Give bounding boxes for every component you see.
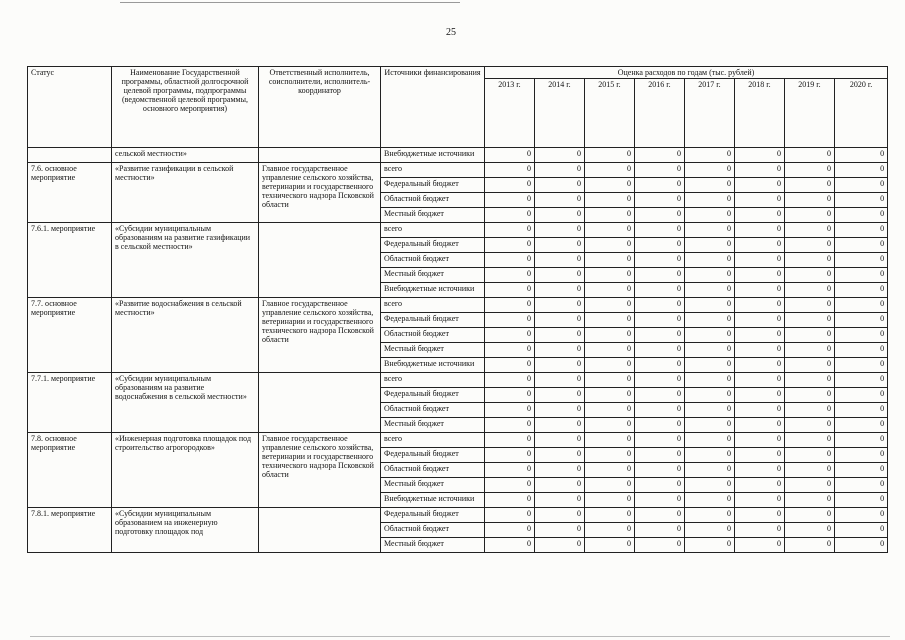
page-number: 25 [446, 27, 456, 38]
value-cell: 0 [835, 193, 888, 208]
value-cell: 0 [635, 358, 685, 373]
value-cell: 0 [585, 358, 635, 373]
value-cell: 0 [585, 148, 635, 163]
value-cell: 0 [535, 463, 585, 478]
source-cell: всего [381, 373, 485, 388]
value-cell: 0 [685, 223, 735, 238]
value-cell: 0 [635, 478, 685, 493]
value-cell: 0 [485, 403, 535, 418]
value-cell: 0 [635, 538, 685, 553]
table-row [28, 163, 888, 178]
value-cell: 0 [585, 193, 635, 208]
table-row [28, 433, 888, 448]
header-name: Наименование Государственной программы, областной долгосрочной целевой программы, подпрограммы (ведомственной целевой программы, основного мероприятия) [112, 67, 259, 148]
value-cell: 0 [535, 373, 585, 388]
value-cell: 0 [535, 298, 585, 313]
value-cell: 0 [585, 163, 635, 178]
value-cell: 0 [485, 493, 535, 508]
value-cell: 0 [835, 163, 888, 178]
source-cell: Федеральный бюджет [381, 508, 485, 523]
value-cell: 0 [835, 208, 888, 223]
value-cell: 0 [485, 193, 535, 208]
value-cell: 0 [835, 358, 888, 373]
value-cell: 0 [685, 358, 735, 373]
value-cell: 0 [585, 418, 635, 433]
value-cell: 0 [635, 268, 685, 283]
value-cell: 0 [635, 373, 685, 388]
value-cell: 0 [635, 238, 685, 253]
value-cell: 0 [835, 328, 888, 343]
value-cell: 0 [535, 148, 585, 163]
source-cell: Внебюджетные источники [381, 148, 485, 163]
value-cell: 0 [635, 208, 685, 223]
value-cell: 0 [485, 478, 535, 493]
value-cell: 0 [485, 253, 535, 268]
source-cell: Федеральный бюджет [381, 313, 485, 328]
value-cell: 0 [785, 208, 835, 223]
value-cell: 0 [735, 418, 785, 433]
value-cell: 0 [685, 523, 735, 538]
value-cell: 0 [685, 418, 735, 433]
value-cell: 0 [585, 388, 635, 403]
value-cell: 0 [685, 298, 735, 313]
table-header [28, 67, 888, 148]
value-cell: 0 [785, 313, 835, 328]
source-cell: Федеральный бюджет [381, 178, 485, 193]
value-cell: 0 [585, 328, 635, 343]
header-year: 2020 г. [835, 79, 888, 148]
value-cell: 0 [835, 223, 888, 238]
value-cell: 0 [735, 433, 785, 448]
header-year: 2016 г. [635, 79, 685, 148]
value-cell: 0 [835, 463, 888, 478]
value-cell: 0 [685, 388, 735, 403]
value-cell: 0 [635, 463, 685, 478]
header-year: 2018 г. [735, 79, 785, 148]
value-cell: 0 [585, 208, 635, 223]
value-cell: 0 [485, 538, 535, 553]
value-cell: 0 [835, 148, 888, 163]
value-cell: 0 [835, 373, 888, 388]
source-cell: Местный бюджет [381, 418, 485, 433]
name-cell: сельской местности» [112, 148, 259, 163]
value-cell: 0 [835, 538, 888, 553]
value-cell: 0 [835, 523, 888, 538]
value-cell: 0 [785, 463, 835, 478]
value-cell: 0 [785, 163, 835, 178]
value-cell: 0 [535, 388, 585, 403]
executor-cell [259, 508, 381, 553]
value-cell: 0 [735, 268, 785, 283]
value-cell: 0 [785, 418, 835, 433]
value-cell: 0 [485, 178, 535, 193]
value-cell: 0 [585, 373, 635, 388]
value-cell: 0 [485, 523, 535, 538]
status-cell: 7.6.1. мероприятие [28, 223, 112, 298]
value-cell: 0 [585, 493, 635, 508]
value-cell: 0 [685, 193, 735, 208]
scan-edge-line-bottom [30, 636, 890, 637]
value-cell: 0 [785, 388, 835, 403]
value-cell: 0 [735, 193, 785, 208]
value-cell: 0 [535, 343, 585, 358]
value-cell: 0 [535, 523, 585, 538]
value-cell: 0 [535, 208, 585, 223]
value-cell: 0 [785, 238, 835, 253]
executor-cell: Главное государственное управление сельского хозяйства, ветеринарии и государственного технического надзора Псковской области [259, 433, 381, 508]
header-source: Источники финансирования [381, 67, 485, 148]
value-cell: 0 [685, 478, 735, 493]
value-cell: 0 [485, 508, 535, 523]
value-cell: 0 [585, 448, 635, 463]
value-cell: 0 [685, 433, 735, 448]
source-cell: Внебюджетные источники [381, 358, 485, 373]
value-cell: 0 [835, 268, 888, 283]
executor-cell [259, 223, 381, 298]
value-cell: 0 [535, 508, 585, 523]
value-cell: 0 [585, 403, 635, 418]
header-year: 2019 г. [785, 79, 835, 148]
value-cell: 0 [735, 478, 785, 493]
name-cell: «Инженерная подготовка площадок под строительство агрогородков» [112, 433, 259, 508]
value-cell: 0 [485, 463, 535, 478]
value-cell: 0 [685, 373, 735, 388]
name-cell: «Субсидии муниципальным образованием на инженерную подготовку площадок под [112, 508, 259, 553]
value-cell: 0 [835, 178, 888, 193]
value-cell: 0 [635, 508, 685, 523]
value-cell: 0 [785, 538, 835, 553]
value-cell: 0 [635, 178, 685, 193]
source-cell: Местный бюджет [381, 538, 485, 553]
value-cell: 0 [485, 373, 535, 388]
value-cell: 0 [635, 388, 685, 403]
value-cell: 0 [685, 463, 735, 478]
value-cell: 0 [535, 403, 585, 418]
value-cell: 0 [585, 538, 635, 553]
value-cell: 0 [735, 148, 785, 163]
value-cell: 0 [485, 388, 535, 403]
value-cell: 0 [585, 343, 635, 358]
value-cell: 0 [685, 313, 735, 328]
table-body [28, 148, 888, 553]
value-cell: 0 [585, 523, 635, 538]
source-cell: всего [381, 163, 485, 178]
value-cell: 0 [735, 538, 785, 553]
value-cell: 0 [785, 343, 835, 358]
value-cell: 0 [785, 283, 835, 298]
value-cell: 0 [635, 193, 685, 208]
value-cell: 0 [735, 253, 785, 268]
source-cell: Областной бюджет [381, 193, 485, 208]
value-cell: 0 [585, 508, 635, 523]
source-cell: Федеральный бюджет [381, 448, 485, 463]
value-cell: 0 [685, 163, 735, 178]
value-cell: 0 [485, 418, 535, 433]
header-year: 2014 г. [535, 79, 585, 148]
table-row [28, 148, 888, 163]
value-cell: 0 [785, 403, 835, 418]
value-cell: 0 [835, 433, 888, 448]
executor-cell [259, 373, 381, 433]
value-cell: 0 [535, 328, 585, 343]
value-cell: 0 [735, 403, 785, 418]
value-cell: 0 [535, 253, 585, 268]
source-cell: Областной бюджет [381, 253, 485, 268]
value-cell: 0 [535, 448, 585, 463]
value-cell: 0 [735, 178, 785, 193]
budget-table [27, 66, 888, 553]
value-cell: 0 [635, 253, 685, 268]
value-cell: 0 [735, 448, 785, 463]
value-cell: 0 [635, 163, 685, 178]
status-cell: 7.6. основное мероприятие [28, 163, 112, 223]
header-budget-group: Оценка расходов по годам (тыс. рублей) [485, 67, 888, 79]
status-cell: 7.8.1. мероприятие [28, 508, 112, 553]
value-cell: 0 [835, 418, 888, 433]
source-cell: Местный бюджет [381, 268, 485, 283]
header-year: 2015 г. [585, 79, 635, 148]
value-cell: 0 [485, 148, 535, 163]
value-cell: 0 [735, 298, 785, 313]
header-year: 2017 г. [685, 79, 735, 148]
value-cell: 0 [485, 343, 535, 358]
value-cell: 0 [635, 313, 685, 328]
value-cell: 0 [735, 238, 785, 253]
value-cell: 0 [635, 433, 685, 448]
value-cell: 0 [685, 403, 735, 418]
header-executor: Ответственный исполнитель, соисполнители, исполнитель-координатор [259, 67, 381, 148]
value-cell: 0 [685, 208, 735, 223]
value-cell: 0 [785, 373, 835, 388]
value-cell: 0 [635, 493, 685, 508]
name-cell: «Развитие газификации в сельской местности» [112, 163, 259, 223]
value-cell: 0 [685, 148, 735, 163]
value-cell: 0 [835, 313, 888, 328]
value-cell: 0 [485, 163, 535, 178]
status-cell: 7.8. основное мероприятие [28, 433, 112, 508]
value-cell: 0 [485, 238, 535, 253]
value-cell: 0 [535, 538, 585, 553]
table-row [28, 298, 888, 313]
value-cell: 0 [735, 523, 785, 538]
value-cell: 0 [685, 328, 735, 343]
source-cell: Внебюджетные источники [381, 493, 485, 508]
value-cell: 0 [635, 223, 685, 238]
source-cell: всего [381, 223, 485, 238]
value-cell: 0 [685, 538, 735, 553]
value-cell: 0 [485, 328, 535, 343]
value-cell: 0 [735, 223, 785, 238]
value-cell: 0 [735, 328, 785, 343]
value-cell: 0 [585, 268, 635, 283]
status-cell: 7.7.1. мероприятие [28, 373, 112, 433]
value-cell: 0 [785, 478, 835, 493]
value-cell: 0 [585, 313, 635, 328]
value-cell: 0 [735, 463, 785, 478]
value-cell: 0 [585, 478, 635, 493]
value-cell: 0 [485, 223, 535, 238]
value-cell: 0 [735, 358, 785, 373]
source-cell: Областной бюджет [381, 328, 485, 343]
value-cell: 0 [635, 328, 685, 343]
value-cell: 0 [635, 298, 685, 313]
value-cell: 0 [735, 313, 785, 328]
value-cell: 0 [585, 223, 635, 238]
value-cell: 0 [635, 448, 685, 463]
value-cell: 0 [785, 148, 835, 163]
value-cell: 0 [835, 283, 888, 298]
value-cell: 0 [685, 178, 735, 193]
value-cell: 0 [835, 253, 888, 268]
source-cell: Местный бюджет [381, 343, 485, 358]
source-cell: Федеральный бюджет [381, 388, 485, 403]
source-cell: Внебюджетные источники [381, 283, 485, 298]
value-cell: 0 [535, 433, 585, 448]
value-cell: 0 [485, 283, 535, 298]
value-cell: 0 [485, 313, 535, 328]
value-cell: 0 [535, 238, 585, 253]
value-cell: 0 [785, 223, 835, 238]
scan-edge-line [120, 2, 460, 3]
value-cell: 0 [585, 178, 635, 193]
value-cell: 0 [635, 148, 685, 163]
name-cell: «Субсидии муниципальным образованиям на развитие водоснабжения в сельской местности» [112, 373, 259, 433]
value-cell: 0 [835, 343, 888, 358]
value-cell: 0 [785, 493, 835, 508]
source-cell: Местный бюджет [381, 208, 485, 223]
value-cell: 0 [535, 493, 585, 508]
header-year: 2013 г. [485, 79, 535, 148]
value-cell: 0 [635, 403, 685, 418]
value-cell: 0 [735, 493, 785, 508]
value-cell: 0 [685, 268, 735, 283]
value-cell: 0 [835, 388, 888, 403]
value-cell: 0 [535, 163, 585, 178]
source-cell: Федеральный бюджет [381, 238, 485, 253]
value-cell: 0 [835, 298, 888, 313]
value-cell: 0 [535, 283, 585, 298]
value-cell: 0 [785, 268, 835, 283]
value-cell: 0 [835, 403, 888, 418]
value-cell: 0 [535, 358, 585, 373]
value-cell: 0 [585, 463, 635, 478]
source-cell: всего [381, 433, 485, 448]
table-row [28, 508, 888, 523]
value-cell: 0 [485, 298, 535, 313]
value-cell: 0 [735, 343, 785, 358]
value-cell: 0 [485, 208, 535, 223]
value-cell: 0 [785, 508, 835, 523]
value-cell: 0 [485, 433, 535, 448]
value-cell: 0 [485, 268, 535, 283]
source-cell: Областной бюджет [381, 523, 485, 538]
executor-cell: Главное государственное управление сельского хозяйства, ветеринарии и государственного технического надзора Псковской области [259, 298, 381, 373]
value-cell: 0 [535, 178, 585, 193]
value-cell: 0 [835, 508, 888, 523]
value-cell: 0 [585, 283, 635, 298]
source-cell: Областной бюджет [381, 463, 485, 478]
value-cell: 0 [785, 193, 835, 208]
value-cell: 0 [535, 223, 585, 238]
value-cell: 0 [835, 493, 888, 508]
value-cell: 0 [835, 478, 888, 493]
header-status: Статус [28, 67, 112, 148]
value-cell: 0 [685, 238, 735, 253]
value-cell: 0 [485, 358, 535, 373]
name-cell: «Развитие водоснабжения в сельской местности» [112, 298, 259, 373]
value-cell: 0 [735, 283, 785, 298]
value-cell: 0 [535, 418, 585, 433]
value-cell: 0 [585, 253, 635, 268]
value-cell: 0 [735, 208, 785, 223]
table-row [28, 373, 888, 388]
value-cell: 0 [835, 238, 888, 253]
source-cell: всего [381, 298, 485, 313]
value-cell: 0 [685, 343, 735, 358]
value-cell: 0 [635, 283, 685, 298]
name-cell: «Субсидии муниципальным образованиям на развитие газификации в сельской местности» [112, 223, 259, 298]
value-cell: 0 [785, 178, 835, 193]
value-cell: 0 [785, 298, 835, 313]
value-cell: 0 [585, 238, 635, 253]
value-cell: 0 [735, 373, 785, 388]
value-cell: 0 [535, 193, 585, 208]
value-cell: 0 [485, 448, 535, 463]
value-cell: 0 [535, 268, 585, 283]
value-cell: 0 [735, 163, 785, 178]
source-cell: Областной бюджет [381, 403, 485, 418]
status-cell [28, 148, 112, 163]
value-cell: 0 [785, 328, 835, 343]
executor-cell: Главное государственное управление сельского хозяйства, ветеринарии и государственного технического надзора Псковской области [259, 163, 381, 223]
value-cell: 0 [685, 448, 735, 463]
value-cell: 0 [585, 298, 635, 313]
value-cell: 0 [785, 448, 835, 463]
value-cell: 0 [585, 433, 635, 448]
value-cell: 0 [735, 508, 785, 523]
value-cell: 0 [785, 433, 835, 448]
value-cell: 0 [685, 283, 735, 298]
value-cell: 0 [635, 343, 685, 358]
value-cell: 0 [735, 388, 785, 403]
table-row [28, 223, 888, 238]
value-cell: 0 [535, 478, 585, 493]
value-cell: 0 [635, 523, 685, 538]
value-cell: 0 [685, 253, 735, 268]
value-cell: 0 [785, 523, 835, 538]
source-cell: Местный бюджет [381, 478, 485, 493]
value-cell: 0 [785, 253, 835, 268]
value-cell: 0 [635, 418, 685, 433]
executor-cell [259, 148, 381, 163]
value-cell: 0 [535, 313, 585, 328]
value-cell: 0 [785, 358, 835, 373]
status-cell: 7.7. основное мероприятие [28, 298, 112, 373]
value-cell: 0 [835, 448, 888, 463]
value-cell: 0 [685, 493, 735, 508]
value-cell: 0 [685, 508, 735, 523]
